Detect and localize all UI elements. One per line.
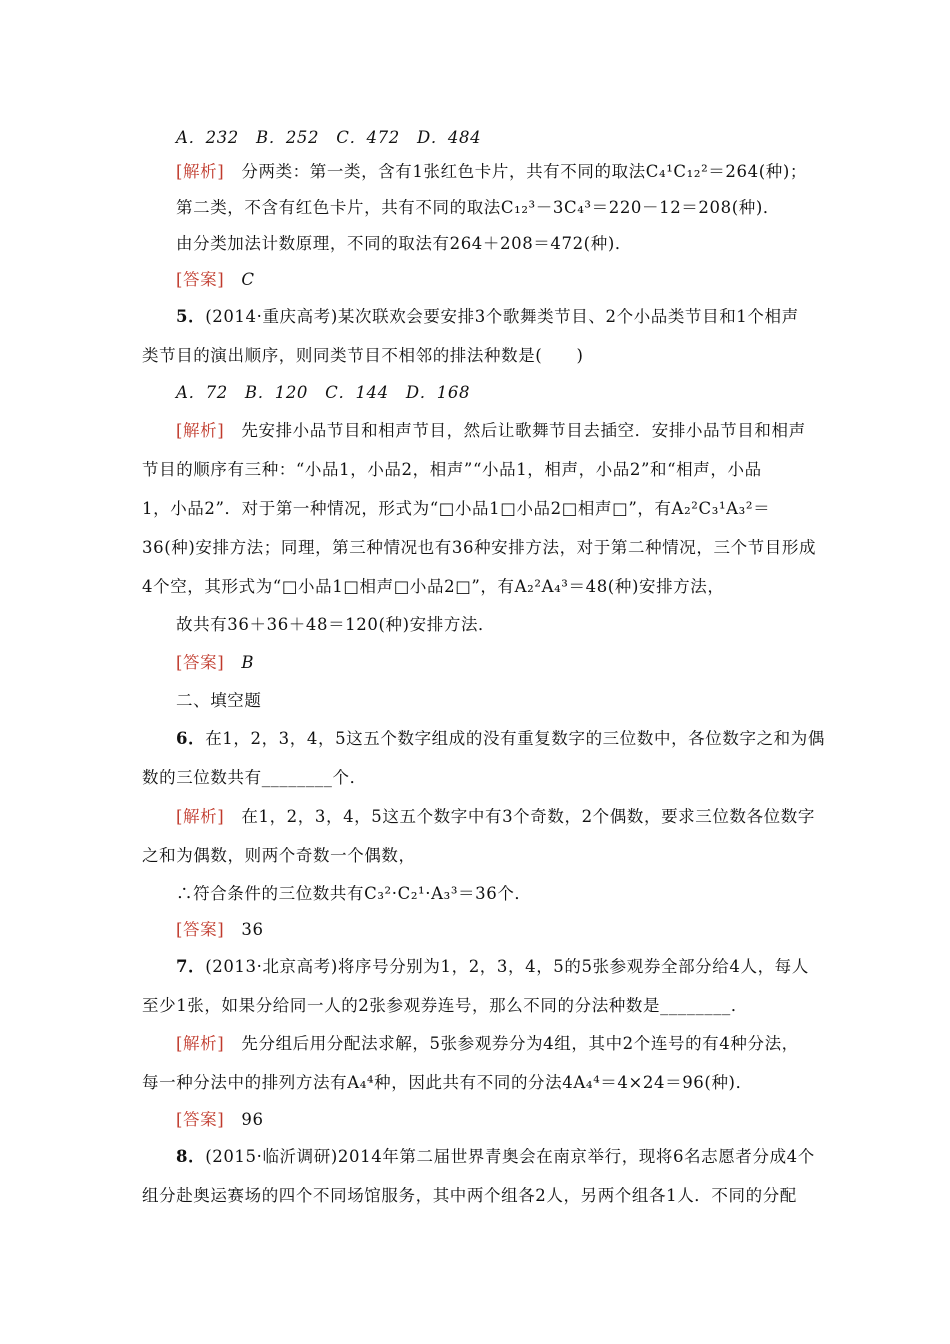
- q6-stem-line-1: [176, 727, 825, 751]
- analysis-tag: [解析]: [176, 162, 225, 181]
- q8-stem-line-1: [176, 1145, 815, 1169]
- analysis-tag: [解析]: [176, 807, 225, 826]
- analysis-text: 先安排小品节目和相声节目，然后让歌舞节目去插空．安排小品节目和相声: [224, 421, 806, 440]
- analysis-tag: [解析]: [176, 1034, 225, 1053]
- q5-analysis-line-4: 36(种)安排方法；同理，第三种情况也有36种安排方法，对于第二种情况，三个节目形成: [142, 538, 817, 557]
- q5-analysis-line-2: 节目的顺序有三种：“小品1，小品2，相声”“小品1，相声，小品2”和“相声，小品: [142, 460, 762, 479]
- q4-analysis-line-2: 第二类，不含有红色卡片，共有不同的取法C₁₂³－3C₄³＝220－12＝208(种)．: [176, 198, 780, 217]
- question-text: (2013·北京高考)将序号分别为1，2，3，4，5的5张参观券全部分给4人，每人: [205, 957, 809, 976]
- answer-tag: [答案]: [176, 1110, 225, 1129]
- q4-answer: [176, 268, 255, 292]
- question-number: 8．: [176, 1147, 206, 1166]
- question-number: 6．: [176, 729, 206, 748]
- q7-stem-line-2: 至少1张，如果分给同一人的2张参观券连号，那么不同的分法种数是________．: [142, 996, 748, 1015]
- q6-stem-line-2: 数的三位数共有________个．: [142, 768, 367, 787]
- answer-value: 36: [224, 920, 264, 939]
- q4-analysis-line-1: [176, 160, 807, 184]
- q5-answer: [176, 651, 254, 675]
- q5-analysis-line-5: 4个空，其形式为“□小品1□相声□小品2□”，有A₂²A₄³＝48(种)安排方法，: [142, 577, 725, 596]
- q5-analysis-line-3: 1，小品2”．对于第一种情况，形式为“□小品1□小品2□相声□”，有A₂²C₃¹A₃²＝: [142, 499, 771, 518]
- answer-value: C: [224, 270, 255, 289]
- answer-tag: [答案]: [176, 920, 225, 939]
- analysis-text: 先分组后用分配法求解，5张参观券分为4组，其中2个连号的有4种分法，: [224, 1034, 799, 1053]
- answer-value: 96: [224, 1110, 264, 1129]
- q7-answer: [176, 1108, 264, 1132]
- q4-options: A．232 B．252 C．472 D．484: [176, 128, 482, 147]
- q7-analysis-line-2: 每一种分法中的排列方法有A₄⁴种，因此共有不同的分法4A₄⁴＝4×24＝96(种)．: [142, 1073, 753, 1092]
- question-number: 5．: [176, 307, 206, 326]
- answer-tag: [答案]: [176, 653, 225, 672]
- analysis-text: 分两类：第一类，含有1张红色卡片，共有不同的取法C₄¹C₁₂²＝264(种)；: [224, 162, 807, 181]
- q4-analysis-line-3: 由分类加法计数原理，不同的取法有264＋208＝472(种)．: [176, 234, 632, 253]
- q5-analysis-line-6: 故共有36＋36＋48＝120(种)安排方法．: [176, 615, 496, 634]
- answer-tag: [答案]: [176, 270, 225, 289]
- question-number: 7．: [176, 957, 206, 976]
- q7-stem-line-1: [176, 955, 809, 979]
- q6-analysis-line-2: 之和为偶数，则两个奇数一个偶数，: [142, 846, 416, 865]
- analysis-tag: [解析]: [176, 421, 225, 440]
- q5-analysis-line-1: [176, 419, 806, 443]
- q6-analysis-line-1: [176, 805, 815, 829]
- q5-stem-line-1: [176, 305, 799, 329]
- section-title: 二、填空题: [176, 691, 262, 710]
- q5-stem-line-2: 类节目的演出顺序，则同类节目不相邻的排法种数是( ): [142, 346, 584, 365]
- answer-value: B: [224, 653, 255, 672]
- q6-answer: [176, 918, 264, 942]
- analysis-text: 在1，2，3，4，5这五个数字中有3个奇数，2个偶数，要求三位数各位数字: [224, 807, 815, 826]
- question-text: 在1，2，3，4，5这五个数字组成的没有重复数字的三位数中，各位数字之和为偶: [205, 729, 825, 748]
- q5-options: A．72 B．120 C．144 D．168: [176, 383, 471, 402]
- question-text: (2015·临沂调研)2014年第二届世界青奥会在南京举行，现将6名志愿者分成4个: [205, 1147, 815, 1166]
- q8-stem-line-2: 组分赴奥运赛场的四个不同场馆服务，其中两个组各2人，另两个组各1人．不同的分配: [142, 1186, 797, 1205]
- q7-analysis-line-1: [176, 1032, 799, 1056]
- question-text: (2014·重庆高考)某次联欢会要安排3个歌舞类节目、2个小品类节目和1个相声: [205, 307, 799, 326]
- q6-analysis-line-3: ∴符合条件的三位数共有C₃²·C₂¹·A₃³＝36个．: [176, 884, 532, 903]
